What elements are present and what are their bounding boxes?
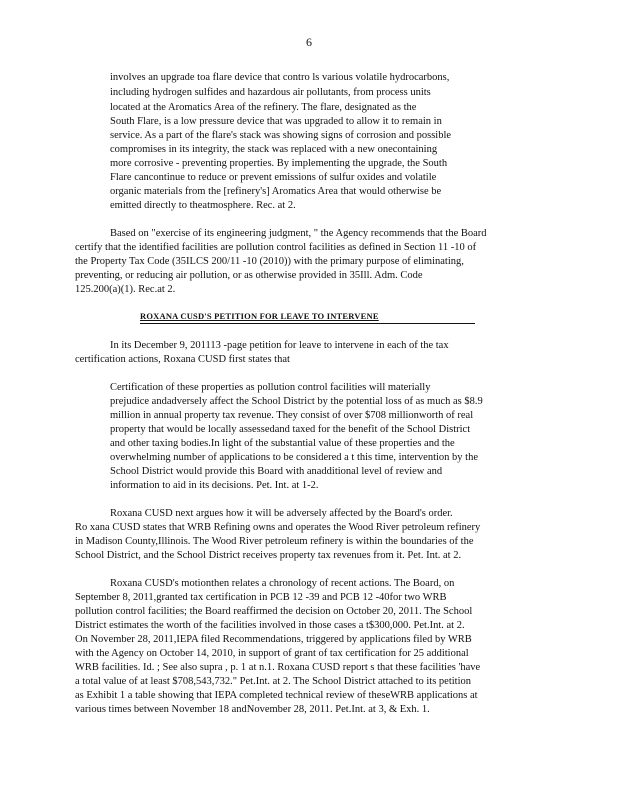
text-line: million in annual property tax revenue. They consist of over $708 millionworth of real — [110, 410, 474, 421]
text-line: in Madison County,Illinois. The Wood River petroleum refinery is within the boundaries of the — [75, 536, 474, 547]
text-line: WRB facilities. Id. ; See also supra , p. 1 at n.1. Roxana CUSD report s that these facilities 'have — [75, 662, 481, 673]
text-line: and other taxing bodies.In light of the substantial value of these properties and the — [110, 438, 455, 449]
text-line: Roxana CUSD next argues how it will be adversely affected by the Board's order. — [110, 508, 453, 519]
text-line: the Property Tax Code (35ILCS 200/11 -10 (2010)) with the primary purpose of eliminating, — [75, 256, 464, 267]
text-line: District estimates the worth of the facilities involved in those cases a t$300,000. Pet.Int. at 2. — [75, 620, 465, 631]
text-line: On November 28, 2011,IEPA filed Recommendations, triggered by applications filed by WRB — [75, 634, 472, 645]
text-line: certify that the identified facilities are pollution control facilities as defined in Section 11 -10 of — [75, 242, 477, 253]
text-line: information to aid in its decisions. Pet. Int. at 1-2. — [110, 480, 319, 491]
text-line: including hydrogen sulfides and hazardous air pollutants, from process units — [110, 87, 431, 98]
text-line: various times between November 18 andNovember 28, 2011. Pet.Int. at 3, & Exh. 1. — [75, 704, 430, 715]
text-line: Certification of these properties as pollution control facilities will materially — [110, 382, 431, 393]
text-line: prejudice andadversely affect the School District by the potential loss of as much as $8.9 — [110, 396, 483, 407]
text-line: preventing, or reducing air pollution, or as otherwise provided in 35Ill. Adm. Code — [75, 270, 423, 281]
text-line: In its December 9, 201113 -page petition for leave to intervene in each of the tax — [110, 340, 449, 351]
text-line: Ro xana CUSD states that WRB Refining owns and operates the Wood River petroleum refinery — [75, 522, 481, 533]
text-line: overwhelming number of applications to be considered a t this time, intervention by the — [110, 452, 478, 463]
text-line: service. As a part of the flare's stack was showing signs of corrosion and possible — [110, 130, 452, 141]
text-line: involves an upgrade toa flare device that contro ls various volatile hydrocarbons, — [110, 72, 450, 83]
text-line: certification actions, Roxana CUSD first states that — [75, 354, 290, 365]
text-line: School District would provide this Board with anadditional level of review and — [110, 466, 443, 477]
text-line: a total value of at least $708,543,732." Pet.Int. at 2. The School District attached to its petition — [75, 676, 472, 687]
text-line: September 8, 2011,granted tax certification in PCB 12 -39 and PCB 12 -40for two WRB — [75, 592, 447, 603]
text-line: emitted directly to theatmosphere. Rec. at 2. — [110, 200, 296, 211]
text-line: Based on "exercise of its engineering judgment, " the Agency recommends that the Board — [110, 228, 487, 239]
heading-underline — [140, 323, 475, 324]
text-line: organic materials from the [refinery's] Aromatics Area that would otherwise be — [110, 186, 442, 197]
text-line: School District, and the School District receives property tax revenues from it. Pet. Int. at 2. — [75, 550, 462, 561]
text-line: more corrosive - preventing properties. By implementing the upgrade, the South — [110, 158, 448, 169]
text-line: property that would be locally assessedand taxed for the benefit of the School District — [110, 424, 471, 435]
text-line: Roxana CUSD's motionthen relates a chronology of recent actions. The Board, on — [110, 578, 455, 589]
text-line: as Exhibit 1 a table showing that IEPA completed technical review of theseWRB applications at — [75, 690, 478, 701]
section-heading: ROXANA CUSD'S PETITION FOR LEAVE TO INTERVENE — [140, 311, 379, 321]
text-line: South Flare, is a low pressure device that was upgraded to allow it to remain in — [110, 116, 442, 127]
text-line: with the Agency on October 14, 2010, in support of grant of tax certification for 25 additional — [75, 648, 469, 659]
text-line: 125.200(a)(1). Rec.at 2. — [75, 284, 176, 295]
text-line: Flare cancontinue to reduce or prevent emissions of sulfur oxides and volatile — [110, 172, 437, 183]
page-number: 6 — [306, 35, 312, 49]
text-line: located at the Aromatics Area of the refinery. The flare, designated as the — [110, 102, 417, 113]
text-line: pollution control facilities; the Board reaffirmed the decision on October 20, 2011. The School — [75, 606, 473, 617]
text-line: compromises in its integrity, the stack was replaced with a new onecontaining — [110, 144, 438, 155]
